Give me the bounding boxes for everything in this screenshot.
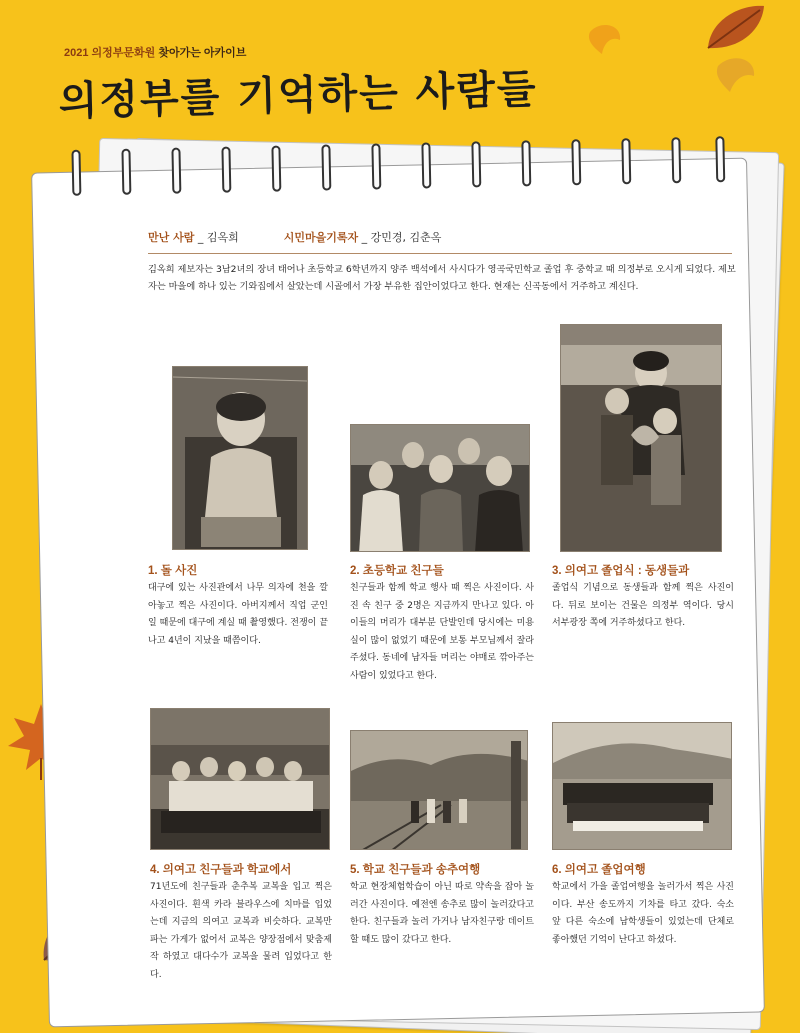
photo-first-birthday — [172, 366, 308, 550]
photo-highschool-friends — [150, 708, 330, 850]
photo-graduation-trip — [552, 722, 732, 850]
item-3-title: 3. 의여고 졸업식 : 동생들과 — [552, 565, 690, 577]
recorder-label: 시민마을기록자 — [283, 231, 359, 244]
interviewee-label: 만난 사람 — [148, 231, 195, 244]
interviewee-name: _ 김옥희 — [197, 231, 239, 244]
item-4-title: 4. 의여고 친구들과 학교에서 — [150, 864, 292, 876]
item-2-text: 친구들과 함께 학교 행사 때 찍은 사진이다. 사진 속 친구 중 2명은 지금까지 만나고 있다. 아이들의 머리가 대부분 단발인데 당시에는 미용실이 많이 없었기 때문에 보통 부모님께서 잘라주셨다. 동네에 남자들 머리는 야매로 깎아주는 사람이 있었다고 한다. — [350, 583, 534, 681]
item-6-text: 학교에서 가을 졸업여행을 놀러가서 찍은 사진이다. 부산 송도까지 기차를 타고 갔다. 숙소 앞 다른 숙소에 남학생들이 있었는데 단체로 좋아했던 기억이 난다고 하셨다. — [552, 882, 734, 945]
recorder-names: _ 강민경, 김춘옥 — [361, 231, 442, 244]
page-title: 의정부를 기억하는 사람들 — [58, 66, 539, 125]
item-5-text: 학교 현장체험학습이 아닌 따로 약속을 잡아 놀러간 사진이다. 예전엔 송추로 많이 놀러갔다고 한다. 친구들과 놀러 가거나 남자친구랑 데이트할 때도 많이 갔다고 한다. — [350, 882, 534, 945]
photo-elementary-friends — [350, 424, 530, 552]
credits-line — [148, 229, 732, 254]
item-1-title: 1. 돌 사진 — [148, 565, 198, 577]
item-3-text: 졸업식 기념으로 동생들과 함께 찍은 사진이다. 뒤로 보이는 건물은 의정부 역이다. 당시 서부광장 쪽에 거주하셨다고 한다. — [552, 583, 734, 628]
item-5-title: 5. 학교 친구들과 송추여행 — [350, 864, 481, 876]
photo-graduation-siblings — [560, 324, 722, 552]
item-1-text: 대구에 있는 사진관에서 나무 의자에 천을 깔아놓고 찍은 사진이다. 아버지께서 직업 군인 일 때문에 대구에 계실 때 촬영했다. 전쟁이 끝나고 4년이 지났을 때쯤이다. — [148, 583, 328, 646]
header-series: 찾아가는 아카이브 — [158, 47, 247, 59]
photo-songchu-trip — [350, 730, 528, 850]
item-6-title: 6. 의여고 졸업여행 — [552, 864, 646, 876]
header-org: 2021 의정부문화원 — [64, 47, 156, 59]
intro-paragraph: 김옥희 제보자는 3남2녀의 장녀 태어나 초등학교 6학년까지 양주 백석에서 사시다가 영곡국민학교 졸업 후 중학교 때 의정부로 오시게 되었다. 제보자는 마을에 하나 있는 기와집에서 살았는데 시골에서 가장 부유한 집안이었다고 한다. 현재는 신곡동에서 거주하고 계신다. — [148, 264, 736, 292]
item-2-title: 2. 초등학교 친구들 — [350, 565, 444, 577]
item-4-text: 71년도에 친구들과 춘추복 교복을 입고 찍은 사진이다. 흰색 카라 블라우스에 치마를 입었는데 지금의 의여고 교복과 비슷하다. 교복만 파는 가게가 없어서 교복은 양장점에서 맞춤제작 하였고 대다수가 교복을 물려 입었다고 한다. — [150, 882, 332, 980]
